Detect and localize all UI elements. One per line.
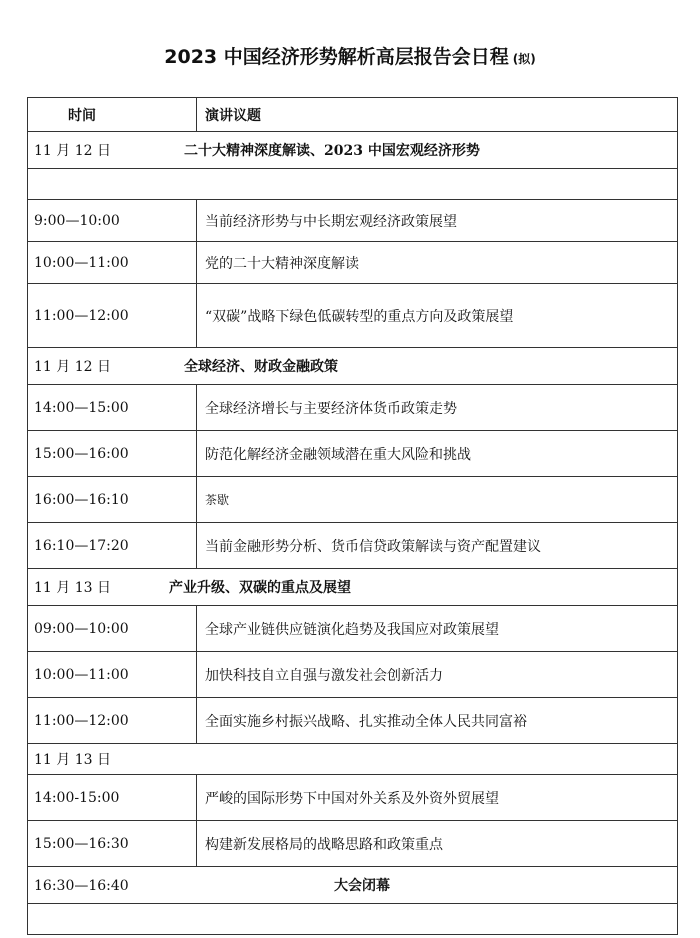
closing-time: 16:30—16:40 bbox=[34, 878, 129, 894]
table-row bbox=[28, 775, 678, 821]
table-row bbox=[28, 523, 678, 569]
row-topic: 当前金融形势分析、货币信贷政策解读与资产配置建议 bbox=[197, 523, 678, 569]
table-row bbox=[28, 242, 678, 284]
section-date: 11 月 12 日 bbox=[34, 359, 111, 375]
section-cell bbox=[28, 132, 678, 169]
row-time: 11:00—12:00 bbox=[28, 284, 197, 348]
row-time: 16:10—17:20 bbox=[28, 523, 197, 569]
row-topic: 当前经济形势与中长期宏观经济政策展望 bbox=[197, 200, 678, 242]
section-date: 11 月 13 日 bbox=[34, 580, 111, 596]
table-row bbox=[28, 200, 678, 242]
table-row bbox=[28, 821, 678, 867]
section-cell bbox=[28, 744, 678, 775]
header-time: 时间 bbox=[28, 98, 197, 132]
row-time: 14:00—15:00 bbox=[28, 385, 197, 431]
header-topic: 演讲议题 bbox=[197, 98, 678, 132]
title-text: 2023 中国经济形势解析高层报告会日程 bbox=[164, 46, 509, 68]
row-topic: 党的二十大精神深度解读 bbox=[197, 242, 678, 284]
row-time: 11:00—12:00 bbox=[28, 698, 197, 744]
table-row bbox=[28, 385, 678, 431]
section-title: 产业升级、双碳的重点及展望 bbox=[169, 580, 351, 596]
row-topic: 全面实施乡村振兴战略、扎实推动全体人民共同富裕 bbox=[197, 698, 678, 744]
blank-row bbox=[28, 904, 678, 935]
section-row bbox=[28, 348, 678, 385]
section-cell bbox=[28, 569, 678, 606]
row-topic: 严峻的国际形势下中国对外关系及外资外贸展望 bbox=[197, 775, 678, 821]
table-row bbox=[28, 431, 678, 477]
closing-cell bbox=[28, 867, 678, 904]
table-row bbox=[28, 652, 678, 698]
schedule-table bbox=[27, 97, 678, 935]
section-row bbox=[28, 569, 678, 606]
row-time: 09:00—10:00 bbox=[28, 606, 197, 652]
closing-row bbox=[28, 867, 678, 904]
blank-row bbox=[28, 169, 678, 200]
row-topic: 全球产业链供应链演化趋势及我国应对政策展望 bbox=[197, 606, 678, 652]
title-suffix: (拟) bbox=[512, 52, 536, 66]
row-topic: 防范化解经济金融领域潜在重大风险和挑战 bbox=[197, 431, 678, 477]
table-header-row bbox=[28, 98, 678, 132]
table-row bbox=[28, 698, 678, 744]
section-row bbox=[28, 132, 678, 169]
row-time: 9:00—10:00 bbox=[28, 200, 197, 242]
table-row bbox=[28, 606, 678, 652]
section-cell bbox=[28, 348, 678, 385]
row-time: 10:00—11:00 bbox=[28, 242, 197, 284]
section-row bbox=[28, 744, 678, 775]
row-topic: 加快科技自立自强与激发社会创新活力 bbox=[197, 652, 678, 698]
row-time: 10:00—11:00 bbox=[28, 652, 197, 698]
row-time: 15:00—16:30 bbox=[28, 821, 197, 867]
table-row bbox=[28, 477, 678, 523]
section-title: 二十大精神深度解读、2023 中国宏观经济形势 bbox=[184, 143, 480, 159]
row-topic: “双碳”战略下绿色低碳转型的重点方向及政策展望 bbox=[197, 284, 678, 348]
page-title bbox=[0, 42, 700, 69]
table-row bbox=[28, 284, 678, 348]
row-topic: 构建新发展格局的战略思路和政策重点 bbox=[197, 821, 678, 867]
row-time: 15:00—16:00 bbox=[28, 431, 197, 477]
row-topic: 全球经济增长与主要经济体货币政策走势 bbox=[197, 385, 678, 431]
row-time: 16:00—16:10 bbox=[28, 477, 197, 523]
row-time: 14:00-15:00 bbox=[28, 775, 197, 821]
row-topic: 茶歇 bbox=[197, 477, 678, 523]
section-date: 11 月 12 日 bbox=[34, 143, 111, 159]
section-date: 11 月 13 日 bbox=[34, 752, 111, 768]
section-title: 全球经济、财政金融政策 bbox=[184, 359, 338, 375]
closing-title: 大会闭幕 bbox=[334, 878, 390, 894]
